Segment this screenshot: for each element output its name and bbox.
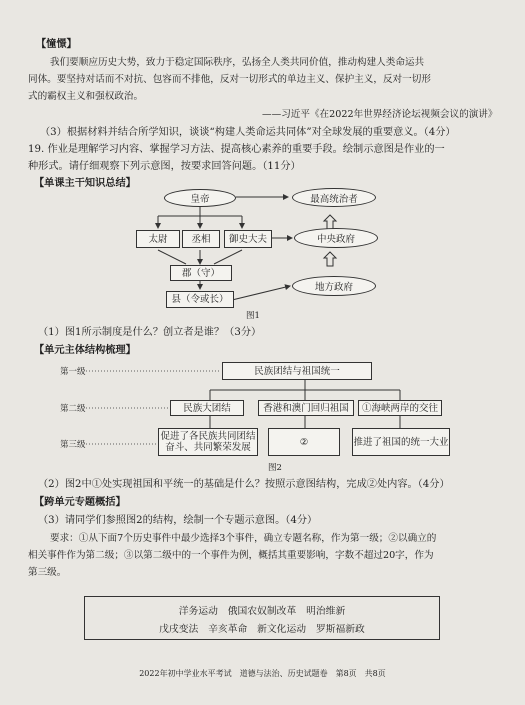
fig2-mid-box-1: 民族大团结 xyxy=(170,400,244,416)
section-2-heading: 【单元主体结构梳理】 xyxy=(34,344,136,356)
events-row-2: 戊戌变法 辛亥革命 新文化运动 罗斯福新政 xyxy=(159,624,365,635)
events-row-1: 洋务运动 俄国农奴制改革 明治维新 xyxy=(178,606,346,617)
question-2: （2）图2中①处实现祖国和平统一的基础是什么？按照示意图结构，完成②处内容。（4分） xyxy=(38,479,450,490)
quote-line-3: 式的霸权主义和强权政治。 xyxy=(28,91,144,102)
fig2-bottom-box-1-line-1: 促进了各民族共同团结 xyxy=(160,431,256,442)
figure-2-caption: 图2 xyxy=(268,463,282,473)
fig2-mid-box-2: 香港和澳门回归祖国 xyxy=(258,400,354,416)
quote-line-2: 同体。要坚持对话而不对抗、包容而不排他，反对一切形式的单边主义、保护主义，反对一切形 xyxy=(28,74,431,85)
fig2-bottom-box-2: ② xyxy=(268,428,340,456)
central-gov-oval: 中央政府 xyxy=(294,228,378,248)
level-1-label: 第一级 xyxy=(60,367,86,377)
fig2-top-box: 民族团结与祖国统一 xyxy=(222,362,372,380)
fig2-bottom-box-1 xyxy=(158,428,258,456)
fig2-bottom-box-3: 推进了祖国的统一大业 xyxy=(352,428,450,456)
fig2-mid-box-3: ①海峡两岸的交往 xyxy=(358,400,442,416)
jun-box: 郡（守） xyxy=(170,265,232,281)
figure-1-caption: 图1 xyxy=(246,311,260,321)
question-1: （1）图1所示制度是什么？创立者是谁？（3分） xyxy=(38,327,262,338)
events-box xyxy=(84,596,440,640)
xian-box: 县（令或长） xyxy=(166,291,234,308)
question-3b: （3）请同学们参照图2的结构，绘制一个专题示意图。（4分） xyxy=(38,515,318,526)
question-3: （3）根据材料并结合所学知识，谈谈“构建人类命运共同体”对全球发展的重要意义。（4分） xyxy=(40,127,456,138)
quote-source: ——习近平《在2022年世界经济论坛视频会议的演讲》 xyxy=(262,109,498,120)
top-ruler-oval: 最高统治者 xyxy=(292,188,376,207)
section-3-heading: 【跨单元专题概括】 xyxy=(34,496,126,508)
page-footer: 2022年初中学业水平考试 道德与法治、历史试题卷 第8页 共8页 xyxy=(139,669,386,678)
chengxiang-box: 丞相 xyxy=(182,230,220,248)
quote-line-1: 我们要顺应历史大势，致力于稳定国际秩序，弘扬全人类共同价值，推动构建人类命运共 xyxy=(50,57,425,68)
requirement-line-1: 要求：①从下面7个历史事件中最少选择3个事件，确立专题名称，作为第一级；②以确立的 xyxy=(50,533,437,544)
quote-heading: 【憧憬】 xyxy=(36,38,77,50)
requirement-line-3: 第三级。 xyxy=(28,567,67,578)
yushi-box: 御史大夫 xyxy=(224,230,272,248)
question-19-line-1: 19. 作业是理解学习内容、掌握学习方法、提高核心素养的重要手段。绘制示意图是作业的一 xyxy=(28,144,445,155)
fig2-bottom-box-1-line-2: 奋斗、共同繁荣发展 xyxy=(165,442,251,453)
section-1-heading: 【单课主干知识总结】 xyxy=(34,177,136,189)
emperor-oval: 皇帝 xyxy=(164,189,236,207)
requirement-line-2: 相关事件作为第二级；③以第二级中的一个事件为例，概括其重要影响，字数不超过20字，作为 xyxy=(28,550,434,561)
local-gov-oval: 地方政府 xyxy=(292,276,376,296)
level-3-label: 第三级 xyxy=(60,440,86,450)
question-19-line-2: 种形式。请仔细观察下列示意图，按要求回答问题。（11分） xyxy=(28,161,301,172)
taiwei-box: 太尉 xyxy=(136,230,180,248)
level-2-label: 第二级 xyxy=(60,404,86,414)
